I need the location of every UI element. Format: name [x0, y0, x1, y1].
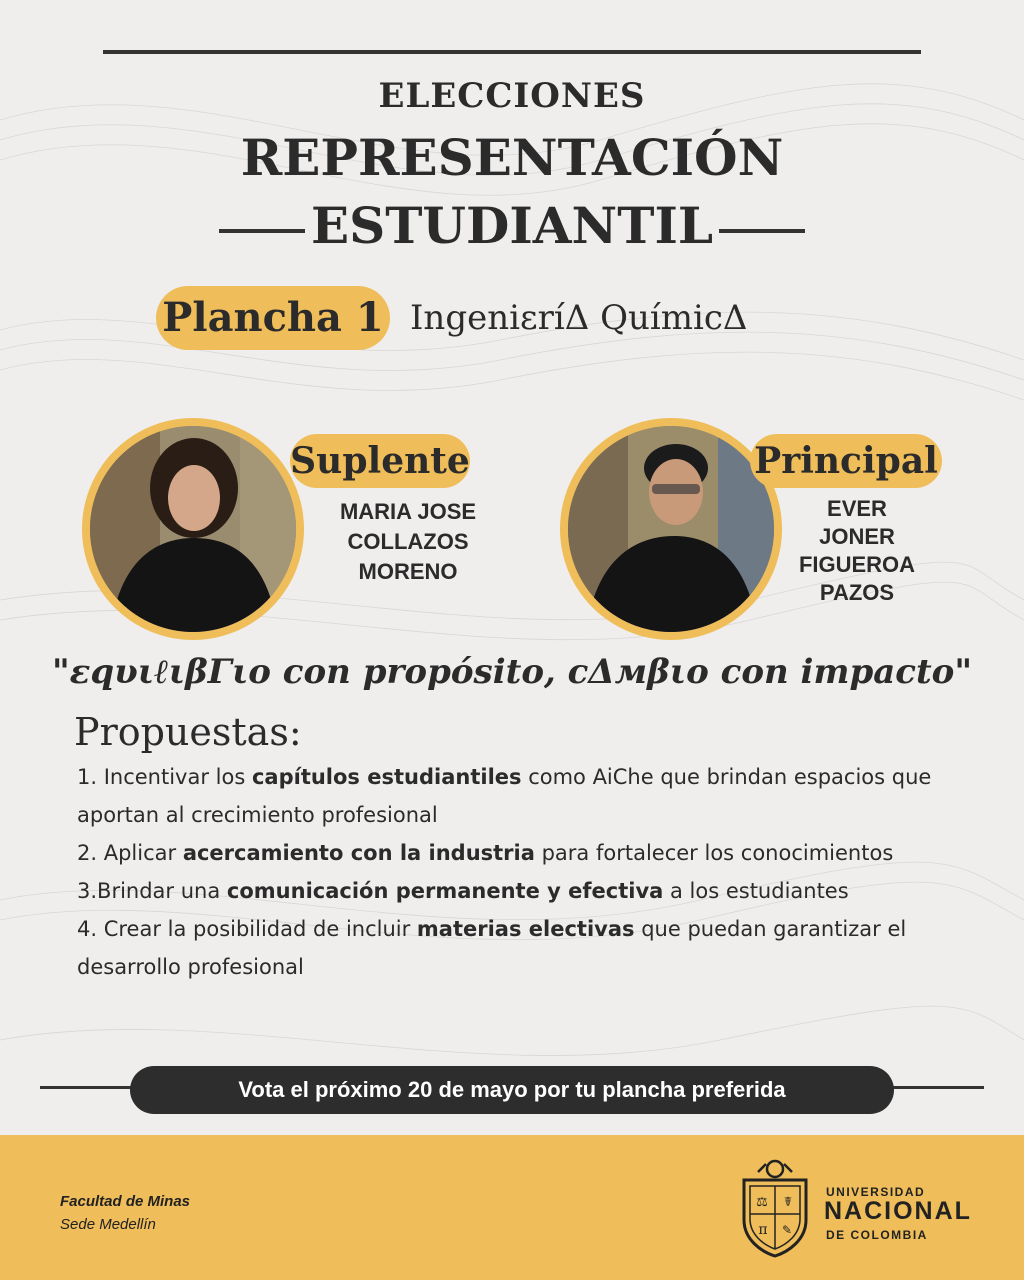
svg-text:⚖: ⚖: [756, 1195, 768, 1210]
university-crest-icon: [736, 1158, 814, 1258]
university-line3: DE COLOMBIA: [826, 1228, 928, 1242]
university-line2: NACIONAL: [824, 1197, 972, 1225]
top-divider: [103, 50, 921, 54]
suplente-photo: [82, 418, 304, 640]
principal-name-line: FIGUEROA: [798, 552, 916, 577]
title-representacion: REPRESENTACIÓN: [240, 128, 784, 187]
suplente-role-badge: Suplente: [290, 434, 470, 488]
proposals-title: Propuestas:: [74, 710, 302, 754]
svg-text:☤: ☤: [783, 1195, 793, 1210]
principal-role-badge: Principal: [750, 434, 942, 488]
suplente-portrait-icon: [90, 426, 296, 632]
title-dash-right: [719, 229, 805, 233]
vote-divider-right: [884, 1086, 984, 1089]
proposal-item: 3.Brindar una comunicación permanente y efectiva a los estudiantes: [77, 879, 849, 903]
principal-photo: [560, 418, 782, 640]
suplente-name-line: MARIA JOSE: [339, 499, 477, 524]
vote-divider-left: [40, 1086, 140, 1089]
principal-name-line: JONER: [819, 524, 895, 549]
proposal-item: 2. Aplicar acercamiento con la industria para fortalecer los conocimientos: [77, 841, 894, 865]
principal-name-line: PAZOS: [819, 580, 895, 605]
svg-text:π: π: [758, 1222, 768, 1238]
suplente-name-line: MORENO: [358, 559, 458, 584]
suplente-name: [310, 497, 506, 587]
university-line1: UNIVERSIDAD: [826, 1185, 926, 1199]
principal-name-line: EVER: [827, 496, 887, 521]
faculty-name: Facultad de Minas: [60, 1193, 191, 1210]
proposal-item: 1. Incentivar los capítulos estudiantiles como AiChe que brindan espacios que aportan al crecimiento profesional: [77, 765, 932, 827]
principal-name: [770, 495, 944, 607]
plancha-badge: Plancha 1: [156, 286, 390, 350]
vote-banner: Vota el próximo 20 de mayo por tu plancha preferida: [130, 1066, 894, 1114]
campus-name: Sede Medellín: [60, 1216, 156, 1233]
suplente-name-line: COLLAZOS: [347, 529, 469, 554]
proposals-list: [77, 758, 957, 986]
principal-portrait-icon: [568, 426, 774, 632]
title-estudiantil: ESTUDIANTIL: [310, 196, 714, 255]
program-name: IngeniεríΔ QuímicΔ: [410, 298, 748, 338]
proposal-item: 4. Crear la posibilidad de incluir materias electivas que puedan garantizar el desarrollo profesional: [77, 917, 907, 979]
svg-text:✎: ✎: [781, 1223, 793, 1237]
title-elecciones: ELECCIONES: [378, 76, 646, 116]
slogan: "εqυιℓιβΓιο con propósito, cΔмβιο con impacto": [51, 652, 973, 692]
